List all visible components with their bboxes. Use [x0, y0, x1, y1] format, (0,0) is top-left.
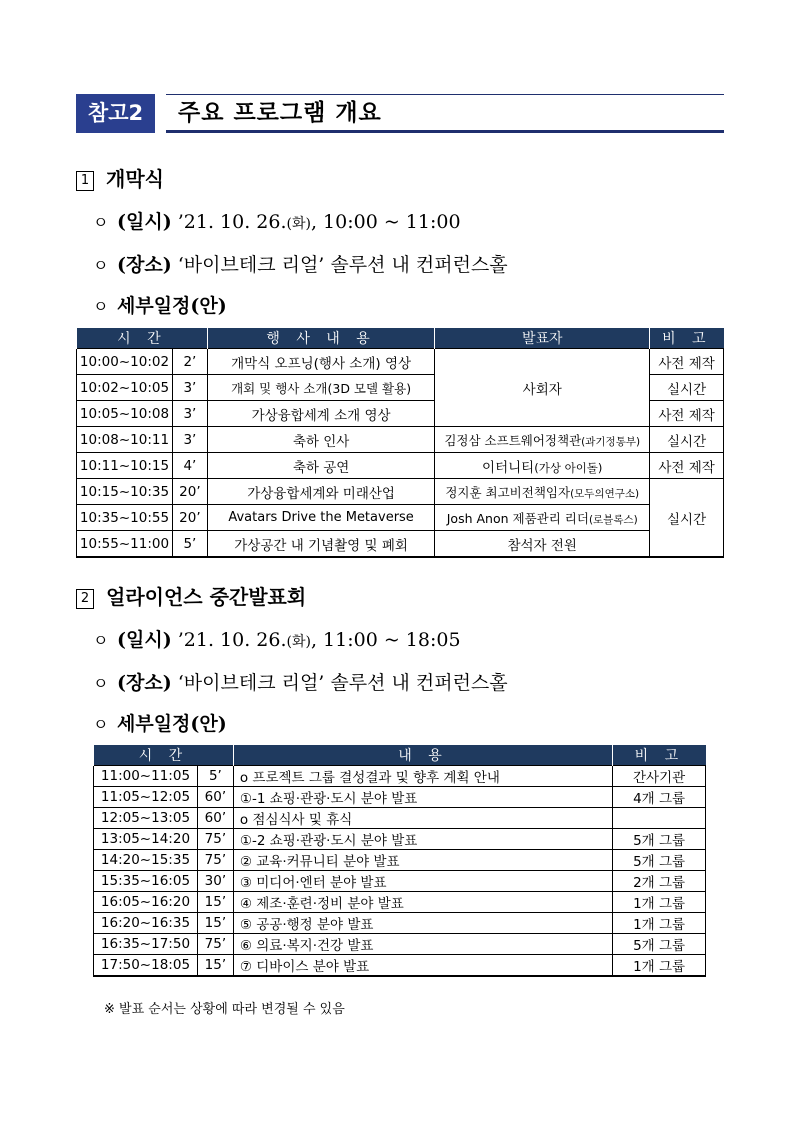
cell-time: 13:05~14:20 [94, 829, 198, 850]
table-row [77, 531, 724, 558]
cell-note: 1개 그룹 [613, 913, 706, 934]
date-day: (화) [286, 634, 311, 650]
cell-duration: 2’ [172, 349, 207, 375]
opening-schedule-table [76, 328, 724, 558]
presenter-org: (가상 아이돌) [534, 460, 603, 475]
circle-bullet-icon: ㅇ [93, 256, 109, 275]
reference-badge: 참고2 [76, 94, 155, 133]
table-row [94, 850, 706, 871]
date-value: ’21. 10. 26. [171, 211, 287, 233]
presenter-org: (로블록스) [588, 513, 638, 526]
date-time: , 11:00 ~ 18:05 [310, 629, 461, 651]
cell-duration: 15’ [197, 913, 233, 934]
cell-note: 5개 그룹 [613, 829, 706, 850]
header-time: 시 간 [77, 328, 208, 349]
cell-note: 실시간 [650, 375, 724, 401]
section-number-box: 1 [76, 171, 94, 191]
cell-note: 5개 그룹 [613, 850, 706, 871]
cell-time: 10:02~10:05 [77, 375, 173, 401]
cell-note: 2개 그룹 [613, 871, 706, 892]
date-label: (일시) [117, 629, 172, 651]
cell-content: ⑦ 디바이스 분야 발표 [233, 955, 612, 977]
section-title: 개막식 [106, 167, 164, 191]
table-header-row [77, 328, 724, 349]
cell-note: 간사기관 [613, 766, 706, 787]
cell-duration: 60’ [197, 808, 233, 829]
date-label: (일시) [117, 211, 172, 233]
bullet-schedule [93, 709, 227, 736]
cell-time: 14:20~15:35 [94, 850, 198, 871]
page-title: 주요 프로그램 개요 [178, 100, 382, 126]
table-row [94, 766, 706, 787]
cell-content: 가상융합세계 소개 영상 [207, 401, 434, 427]
cell-duration: 20’ [172, 505, 207, 531]
cell-duration: 3’ [172, 427, 207, 453]
cell-content: ①-2 쇼핑·관광·도시 분야 발표 [233, 829, 612, 850]
page-header [76, 94, 724, 134]
table-row [77, 349, 724, 375]
circle-bullet-icon: ㅇ [93, 674, 109, 693]
presenter-name: 이터니티 [482, 459, 535, 476]
cell-duration: 60’ [197, 787, 233, 808]
presenter-org: (모두의연구소) [570, 487, 640, 500]
place-value: ‘바이브테크 리얼’ 솔루션 내 컨퍼런스홀 [171, 254, 508, 276]
circle-bullet-icon: ㅇ [93, 213, 109, 232]
cell-content: ①-1 쇼핑·관광·도시 분야 발표 [233, 787, 612, 808]
cell-duration: 20’ [172, 479, 207, 505]
cell-note [613, 808, 706, 829]
bullet-date [93, 207, 461, 234]
table-row [94, 829, 706, 850]
cell-time: 12:05~13:05 [94, 808, 198, 829]
header-presenter: 발표자 [435, 328, 650, 349]
cell-time: 10:05~10:08 [77, 401, 173, 427]
cell-note: 사전 제작 [650, 401, 724, 427]
table-row [77, 505, 724, 531]
cell-duration: 15’ [197, 892, 233, 913]
cell-note: 5개 그룹 [613, 934, 706, 955]
cell-content: 축하 인사 [207, 427, 434, 453]
cell-content: 개막식 오프닝(행사 소개) 영상 [207, 349, 434, 375]
section-title: 얼라이언스 중간발표회 [106, 585, 307, 609]
cell-time: 11:00~11:05 [94, 766, 198, 787]
cell-presenter [435, 479, 650, 505]
cell-duration: 3’ [172, 375, 207, 401]
bullet-place [93, 250, 508, 277]
cell-time: 10:08~10:11 [77, 427, 173, 453]
cell-duration: 5’ [197, 766, 233, 787]
alliance-schedule-table [93, 745, 706, 977]
table-row [94, 871, 706, 892]
place-label: (장소) [117, 672, 172, 694]
cell-presenter [435, 427, 650, 453]
cell-time: 10:11~10:15 [77, 453, 173, 479]
cell-note: 1개 그룹 [613, 955, 706, 977]
cell-content: o 점심식사 및 휴식 [233, 808, 612, 829]
table-row [94, 892, 706, 913]
cell-note: 4개 그룹 [613, 787, 706, 808]
bullet-schedule [93, 291, 227, 318]
header-note: 비 고 [650, 328, 724, 349]
cell-content: ② 교육·커뮤니티 분야 발표 [233, 850, 612, 871]
header-content: 내 용 [233, 745, 612, 766]
presenter-name: Josh Anon 제품관리 리더 [446, 510, 589, 526]
table-row [94, 913, 706, 934]
header-content: 행 사 내 용 [207, 328, 434, 349]
cell-content: 가상공간 내 기념촬영 및 폐회 [207, 531, 434, 558]
table-header-row [94, 745, 706, 766]
cell-duration: 30’ [197, 871, 233, 892]
cell-content: ⑤ 공공·행정 분야 발표 [233, 913, 612, 934]
place-value: ‘바이브테크 리얼’ 솔루션 내 컨퍼런스홀 [171, 672, 508, 694]
cell-time: 11:05~12:05 [94, 787, 198, 808]
section-heading-alliance [76, 581, 306, 610]
cell-presenter [435, 453, 650, 479]
cell-duration: 75’ [197, 934, 233, 955]
cell-duration: 5’ [172, 531, 207, 558]
header-time: 시 간 [94, 745, 234, 766]
cell-presenter: 참석자 전원 [435, 531, 650, 558]
cell-presenter: 사회자 [435, 349, 650, 427]
cell-time: 10:00~10:02 [77, 349, 173, 375]
cell-content: Avatars Drive the Metaverse [207, 505, 434, 531]
cell-time: 10:15~10:35 [77, 479, 173, 505]
date-day: (화) [286, 216, 311, 232]
schedule-label: 세부일정(안) [117, 713, 227, 735]
cell-note: 실시간 [650, 427, 724, 453]
cell-content: ⑥ 의료·복지·건강 발표 [233, 934, 612, 955]
date-time: , 10:00 ~ 11:00 [310, 211, 461, 233]
table-row [77, 453, 724, 479]
presenter-name: 정지훈 최고비전책임자 [445, 484, 571, 500]
cell-note: 1개 그룹 [613, 892, 706, 913]
schedule-label: 세부일정(안) [117, 295, 227, 317]
bullet-date [93, 625, 461, 652]
place-label: (장소) [117, 254, 172, 276]
table-row [77, 479, 724, 505]
date-value: ’21. 10. 26. [171, 629, 287, 651]
cell-content: ③ 미디어·엔터 분야 발표 [233, 871, 612, 892]
presenter-name: 김정삼 소프트웨어정책관 [444, 432, 582, 448]
cell-content: 축하 공연 [207, 453, 434, 479]
table-row [77, 427, 724, 453]
cell-duration: 75’ [197, 850, 233, 871]
header-note: 비 고 [613, 745, 706, 766]
cell-duration: 3’ [172, 401, 207, 427]
cell-note: 사전 제작 [650, 349, 724, 375]
presenter-org: (과기정통부) [581, 435, 641, 448]
section-number-box: 2 [76, 589, 94, 609]
section-heading-opening [76, 163, 164, 192]
cell-time: 17:50~18:05 [94, 955, 198, 977]
bullet-place [93, 668, 508, 695]
footnote: ※ 발표 순서는 상황에 따라 변경될 수 있음 [104, 1002, 345, 1017]
circle-bullet-icon: ㅇ [93, 715, 109, 734]
cell-note: 사전 제작 [650, 453, 724, 479]
cell-content: ④ 제조·훈련·정비 분야 발표 [233, 892, 612, 913]
cell-time: 10:55~11:00 [77, 531, 173, 558]
table-row [94, 955, 706, 977]
cell-content: 개회 및 행사 소개(3D 모델 활용) [207, 375, 434, 401]
cell-time: 16:20~16:35 [94, 913, 198, 934]
cell-note: 실시간 [650, 479, 724, 558]
table-row [94, 787, 706, 808]
cell-duration: 15’ [197, 955, 233, 977]
cell-time: 10:35~10:55 [77, 505, 173, 531]
table-row [94, 808, 706, 829]
cell-duration: 4’ [172, 453, 207, 479]
cell-duration: 75’ [197, 829, 233, 850]
cell-presenter [435, 505, 650, 531]
table-row [94, 934, 706, 955]
cell-content: 가상융합세계와 미래산업 [207, 479, 434, 505]
circle-bullet-icon: ㅇ [93, 297, 109, 316]
cell-content: o 프로젝트 그룹 결성결과 및 향후 계획 안내 [233, 766, 612, 787]
cell-time: 16:05~16:20 [94, 892, 198, 913]
circle-bullet-icon: ㅇ [93, 631, 109, 650]
cell-time: 16:35~17:50 [94, 934, 198, 955]
cell-time: 15:35~16:05 [94, 871, 198, 892]
